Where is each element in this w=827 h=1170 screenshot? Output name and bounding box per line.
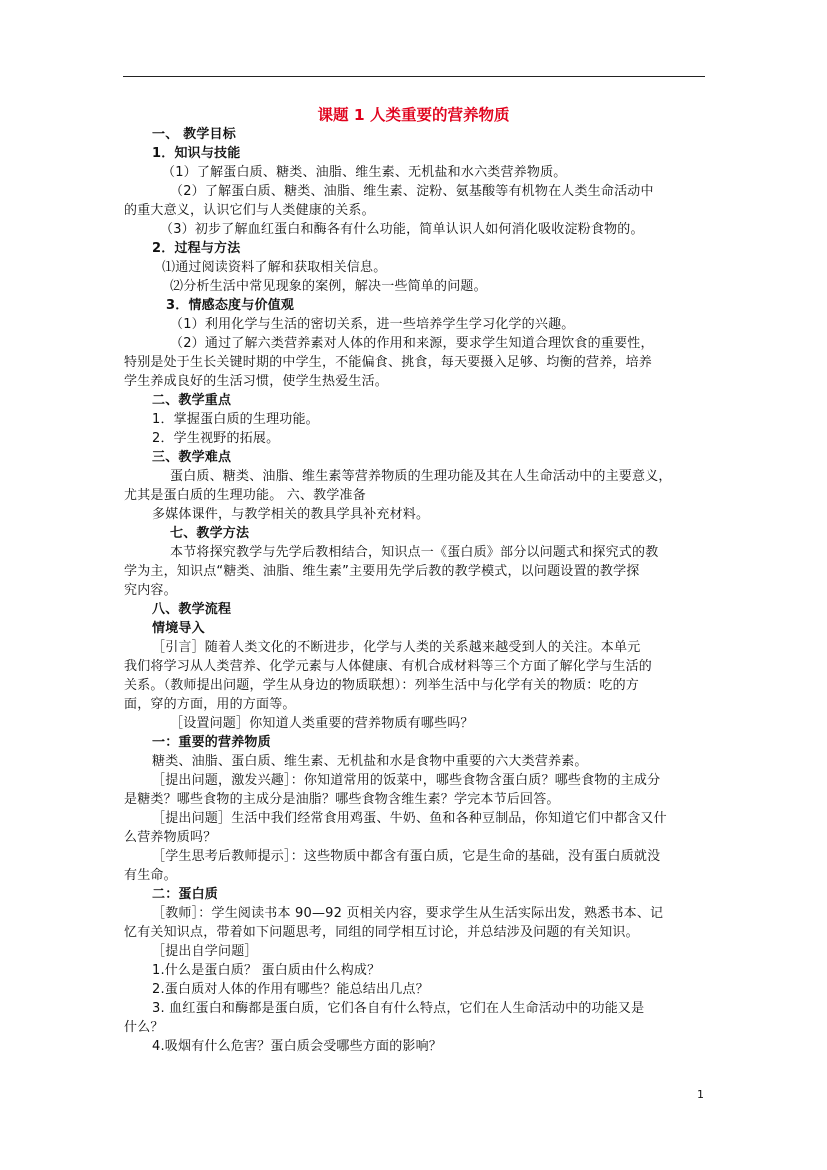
text-line: 学为主，知识点“糖类、油脂、维生素”主要用先学后教的教学模式，以问题设置的教学探 [124, 564, 640, 579]
text-line: 2．学生视野的拓展。 [152, 431, 280, 446]
text-line: 二、教学重点 [152, 393, 232, 408]
text-line: ［引言］随着人类文化的不断进步，化学与人类的关系越来越受到人的关注。本单元 [152, 640, 641, 655]
text-line: 究内容。 [124, 583, 177, 598]
page-number: 1 [697, 1088, 704, 1101]
text-line: ⑴通过阅读资料了解和获取相关信息。 [162, 260, 387, 275]
text-line: ［教师］：学生阅读书本 90—92 页相关内容，要求学生从生活实际出发，熟悉书本、记 [152, 906, 664, 921]
text-line: 尤其是蛋白质的生理功能。 六、教学准备 [124, 488, 366, 503]
text-line: 多媒体课件，与教学相关的教具学具补充材料。 [152, 507, 430, 522]
text-line: （2）了解蛋白质、糖类、油脂、维生素、淀粉、氨基酸等有机物在人类生命活动中 [170, 184, 654, 199]
text-line: 么营养物质吗？ [124, 830, 217, 845]
text-line: （1）了解蛋白质、糖类、油脂、维生素、无机盐和水六类营养物质。 [162, 165, 567, 180]
text-line: ［学生思考后教师提示］：这些物质中都含有蛋白质，它是生命的基础，没有蛋白质就没 [152, 849, 661, 864]
text-line: 本节将探究教学与先学后教相结合，知识点一《蛋白质》部分以问题式和探究式的教 [170, 545, 659, 560]
text-line: 1．知识与技能 [152, 146, 241, 161]
text-line: 一、 教学目标 [152, 127, 236, 142]
text-line: 1．掌握蛋白质的生理功能。 [152, 412, 319, 427]
text-line: 是糖类？哪些食物的主成分是油脂？哪些食物含维生素？学完本节后回答。 [124, 792, 560, 807]
text-line: 面，穿的方面，用的方面等。 [124, 697, 296, 712]
text-line: 蛋白质、糖类、油脂、维生素等营养物质的生理功能及其在人生命活动中的主要意义， [170, 469, 672, 484]
text-line: 二：蛋白质 [152, 887, 219, 902]
text-line: ［提出自学问题］ [152, 944, 258, 959]
text-line: 3. 血红蛋白和酶都是蛋白质，它们各自有什么特点，它们在人生命活动中的功能又是 [152, 1001, 645, 1016]
text-line: 3．情感态度与价值观 [166, 298, 295, 313]
text-line: ［提出问题］生活中我们经常食用鸡蛋、牛奶、鱼和各种豆制品，你知道它们中都含又什 [152, 811, 667, 826]
text-line: 关系。（教师提出问题，学生从身边的物质联想）：列举生活中与化学有关的物质：吃的方 [124, 678, 640, 693]
text-line: 一：重要的营养物质 [152, 735, 271, 750]
text-line: （2）通过了解六类营养素对人体的作用和来源，要求学生知道合理饮食的重要性， [170, 336, 654, 351]
text-line: 2．过程与方法 [152, 241, 241, 256]
text-line: 1.什么是蛋白质？ 蛋白质由什么构成？ [152, 963, 381, 978]
text-line: 七、教学方法 [170, 526, 250, 541]
text-line: 的重大意义，认识它们与人类健康的关系。 [124, 203, 375, 218]
text-line: 学生养成良好的生活习惯，使学生热爱生活。 [124, 374, 389, 389]
text-line: 三、教学难点 [152, 450, 232, 465]
text-line: ［提出问题，激发兴趣］：你知道常用的饭菜中，哪些食物含蛋白质？哪些食物的主成分 [152, 773, 661, 788]
text-line: （1）利用化学与生活的密切关系，进一些培养学生学习化学的兴趣。 [170, 317, 575, 332]
text-line: 4.吸烟有什么危害？蛋白质会受哪些方面的影响？ [152, 1039, 443, 1054]
text-line: 情境导入 [152, 621, 205, 636]
text-line: 2.蛋白质对人体的作用有哪些？能总结出几点？ [152, 982, 429, 997]
text-line: 什么？ [124, 1020, 164, 1035]
text-line: 有生命。 [124, 868, 177, 883]
text-line: ⑵分析生活中常见现象的案例，解决一些简单的问题。 [170, 279, 487, 294]
page-title: 课题 1 人类重要的营养物质 [317, 106, 510, 124]
text-line: 糖类、油脂、蛋白质、维生素、无机盐和水是食物中重要的六大类营养素。 [152, 754, 588, 769]
text-line: 忆有关知识点，带着如下问题思考，同组的同学相互讨论，并总结涉及问题的有关知识。 [124, 925, 639, 940]
text-line: 我们将学习从人类营养、化学元素与人体健康、有机合成材料等三个方面了解化学与生活的 [124, 659, 653, 674]
text-line: 八、教学流程 [152, 602, 232, 617]
text-line: （3）初步了解血红蛋白和酶各有什么功能，简单认识人如何消化吸收淀粉食物的。 [160, 222, 644, 237]
header-rule [123, 76, 705, 77]
text-line: 特别是处于生长关键时期的中学生，不能偏食、挑食，每天要摄入足够、均衡的营养，培养 [124, 355, 653, 370]
text-line: ［设置问题］你知道人类重要的营养物质有哪些吗？ [170, 716, 474, 731]
